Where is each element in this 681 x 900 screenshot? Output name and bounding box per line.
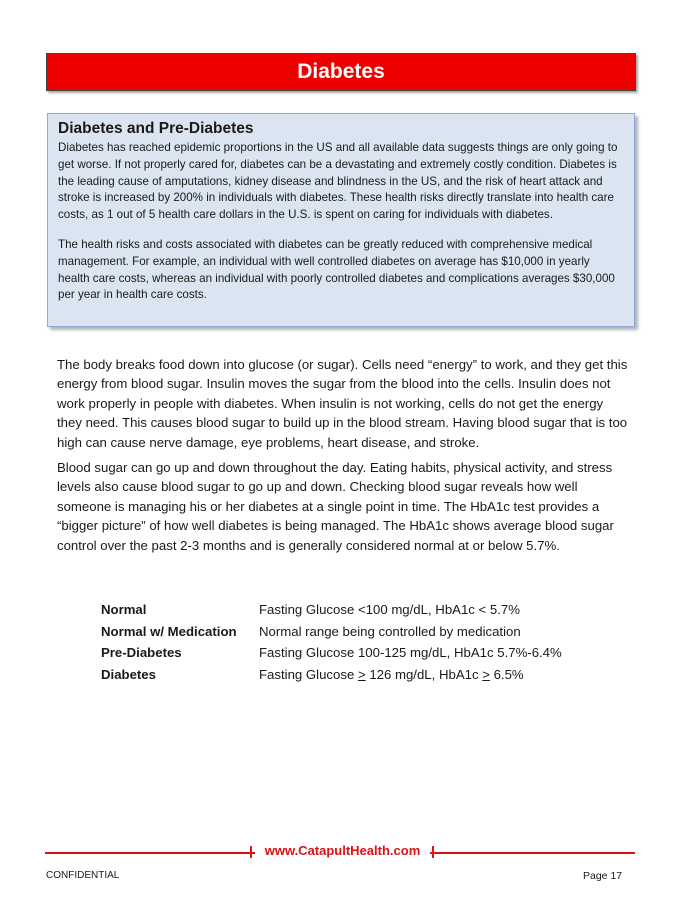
- footer-website-link[interactable]: www.CatapultHealth.com: [255, 843, 430, 858]
- info-box-paragraph-1: Diabetes has reached epidemic proportions in the US and all available data suggests things are only going to get worse. If not properly cared for, diabetes can be a devastating and extremely costly condition. Diabetes is the leading cause of amputations, kidney disease and blindness in the US, and the risk of heart attack and stroke is increased by 200% in individuals with diabetes. These health risks directly translate into health care costs, as 1 out of 5 health care dollars in the U.S. is spent on caring for individuals with diabetes.: [58, 141, 618, 222]
- range-row-diabetes: [101, 664, 581, 686]
- body-paragraph-2: Blood sugar can go up and down throughout the day. Eating habits, physical activity, and stress levels also cause blood sugar to go up and down. Checking blood sugar reveals how well someone is managing his or her diabetes at a single point in time. The HbA1c test provides a “bigger picture” of how well diabetes is being managed. The HbA1c shows average blood sugar control over the past 2-3 months and is generally considered normal at or below 5.7%.: [57, 460, 614, 553]
- range-row-pre-diabetes: [101, 642, 581, 664]
- range-value: Normal range being controlled by medication: [259, 623, 521, 639]
- info-callout-box: [47, 113, 635, 327]
- range-label: Normal: [101, 602, 147, 617]
- range-row-normal: [101, 599, 581, 621]
- page-title-banner: [46, 53, 636, 91]
- info-box-heading: Diabetes and Pre-Diabetes: [58, 120, 254, 137]
- footer-tick-left: [250, 846, 252, 858]
- info-box-paragraph-2: The health risks and costs associated with diabetes can be greatly reduced with comprehensive medical management. For example, an individual with well controlled diabetes on average has $10,000 in yearly health care costs, whereas an individual with poorly controlled diabetes and complications averages $30,000 per year in health care costs.: [58, 237, 615, 302]
- footer-tick-right: [432, 846, 434, 858]
- range-label: Pre-Diabetes: [101, 645, 182, 660]
- range-label: Diabetes: [101, 666, 156, 682]
- page-number: Page 17: [583, 870, 623, 882]
- range-value: Fasting Glucose > 126 mg/dL, HbA1c > 6.5%: [259, 666, 524, 682]
- body-paragraph-1: The body breaks food down into glucose (or sugar). Cells need “energy” to work, and they get this energy from blood sugar. Insulin moves the sugar from the blood into the cells. Insulin does not work properly in people with diabetes. When insulin is not working, cells do not get the energy they need. This causes blood sugar to build up in the blood stream. Having blood sugar that is too high can cause nerve damage, eye problems, heart disease, and stroke.: [57, 357, 628, 450]
- glucose-ranges-table: [101, 599, 581, 685]
- confidential-label: CONFIDENTIAL: [46, 870, 120, 881]
- range-value: Fasting Glucose 100-125 mg/dL, HbA1c 5.7%-6.4%: [259, 645, 562, 660]
- page-title: Diabetes: [297, 60, 385, 83]
- range-row-normal-medication: [101, 621, 581, 643]
- range-value: Fasting Glucose <100 mg/dL, HbA1c < 5.7%: [259, 602, 520, 617]
- body-text: [57, 355, 629, 561]
- range-label: Normal w/ Medication: [101, 623, 237, 639]
